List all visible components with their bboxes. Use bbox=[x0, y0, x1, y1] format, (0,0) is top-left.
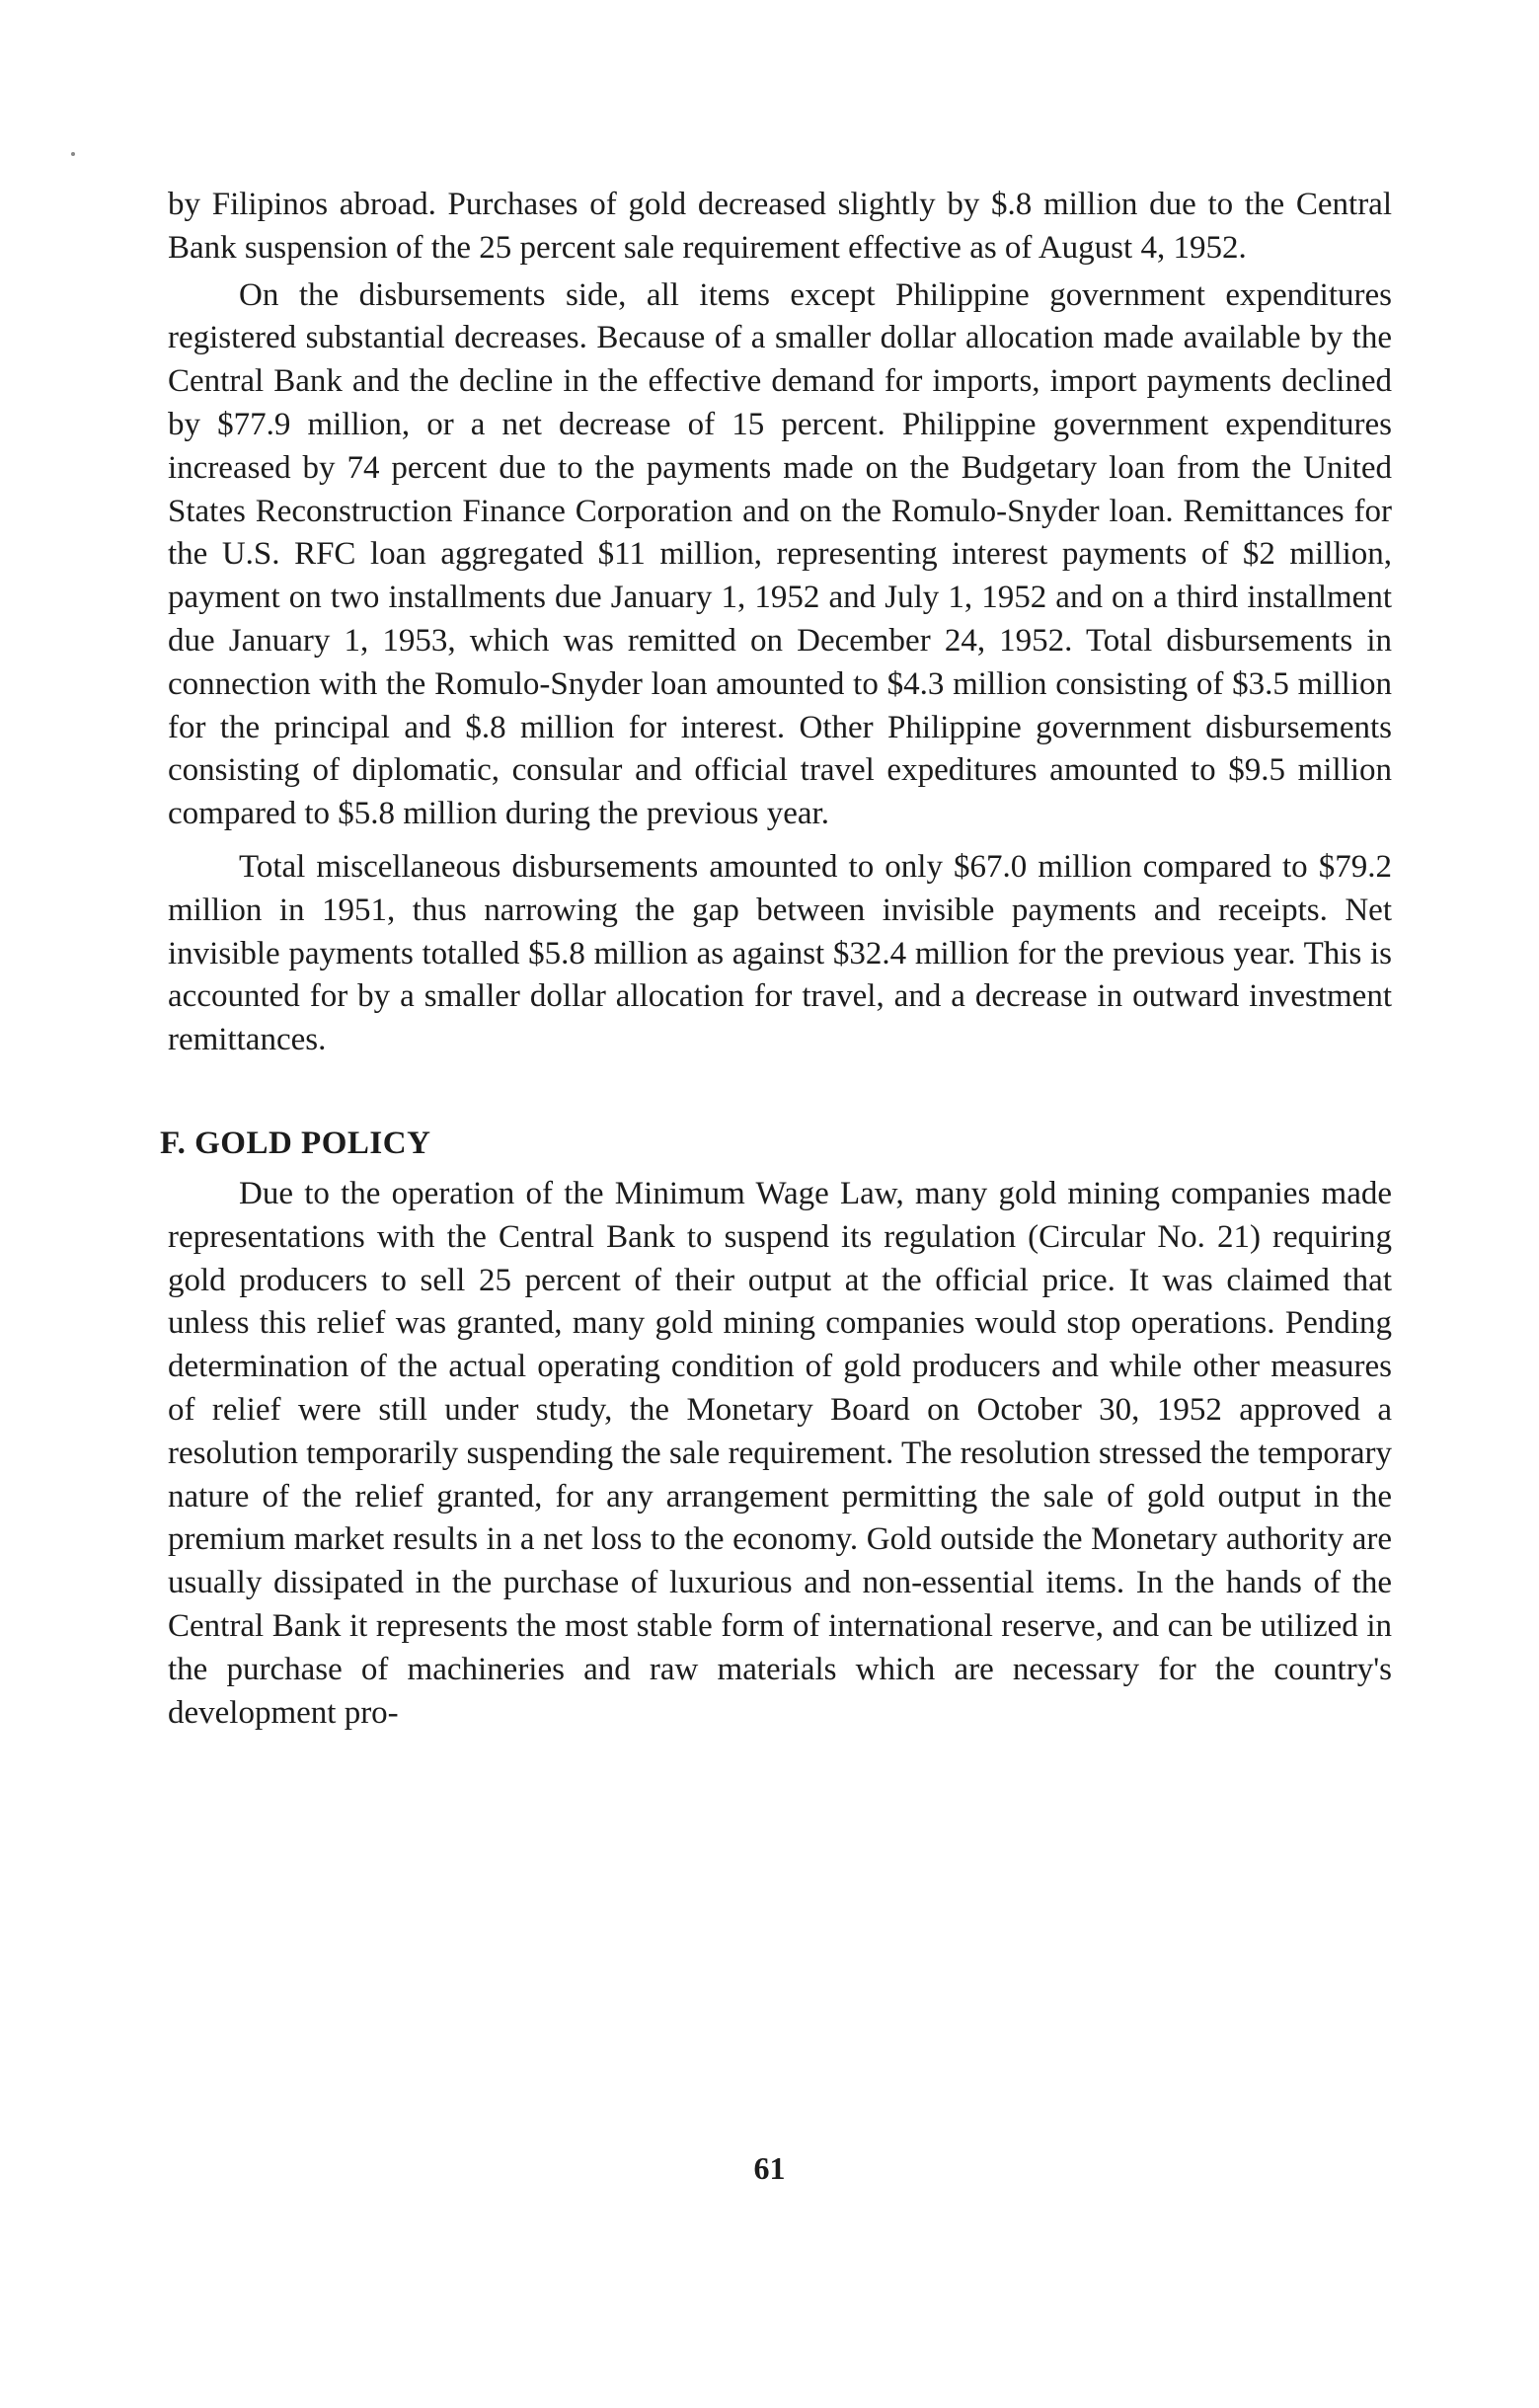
paragraph-continuation: by Filipinos abroad. Purchases of gold decreased slightly by $.8 million due to the Central Bank suspension of the 25 percent sale requirement effective as of August 4, 1952. bbox=[168, 187, 1392, 266]
paragraph-disbursements: On the disbursements side, all items except Philippine government expenditures registered substantial decreases. Because of a smaller dollar allocation made available by the Central Bank and the decline in the effective demand for imports, import payments declined by $77.9 million, or a net decrease of 15 percent. Philippine government expenditures increased by 74 percent due to the payments made on the Budgetary loan from the United States Reconstruction Finance Corporation and on the Romulo-Snyder loan. Remittances for the U.S. RFC loan aggregated $11 million, representing interest payments of $2 million, payment on two installments due January 1, 1952 and July 1, 1952 and on a third installment due January 1, 1953, which was remitted on December 24, 1952. Total disbursements in connection with the Romulo-Snyder loan amounted to $4.3 million consisting of $3.5 million for the principal and $.8 million for interest. Other Philippine government disbursements consisting of diplomatic, consular and official travel expeditures amounted to $9.5 million compared to $5.8 million during the previous year. bbox=[168, 276, 1392, 832]
paragraph-miscellaneous: Total miscellaneous disbursements amounted to only $67.0 million compared to $79.2 million in 1951, thus narrowing the gap between invisible payments and receipts. Net invisible payments totalled $5.8 million as against $32.4 million for the previous year. This is accounted for by a smaller dollar allocation for travel, and a decrease in outward investment remittances. bbox=[168, 848, 1392, 1058]
section-heading: F. GOLD POLICY bbox=[160, 1125, 431, 1161]
scan-speck bbox=[71, 152, 75, 156]
page-body bbox=[160, 184, 1392, 1735]
page-number: 61 bbox=[753, 2150, 786, 2186]
paragraph-gold-policy: Due to the operation of the Minimum Wage Law, many gold mining companies made representations with the Central Bank to suspend its regulation (Circular No. 21) requiring gold producers to sell 25 percent of their output at the official price. It was claimed that unless this relief was granted, many gold mining companies would stop operations. Pending determination of the actual operating condition of gold producers and while other measures of relief were still under study, the Monetary Board on October 30, 1952 approved a resolution temporarily suspending the sale requirement. The resolution stressed the temporary nature of the relief granted, for any arrangement permitting the sale of gold output in the premium market results in a net loss to the economy. Gold outside the Monetary authority are usually dissipated in the purchase of luxurious and non-essential items. In the hands of the Central Bank it represents the most stable form of international reserve, and can be utilized in the purchase of machineries and raw materials which are necessary for the country's development pro- bbox=[168, 1175, 1392, 1731]
